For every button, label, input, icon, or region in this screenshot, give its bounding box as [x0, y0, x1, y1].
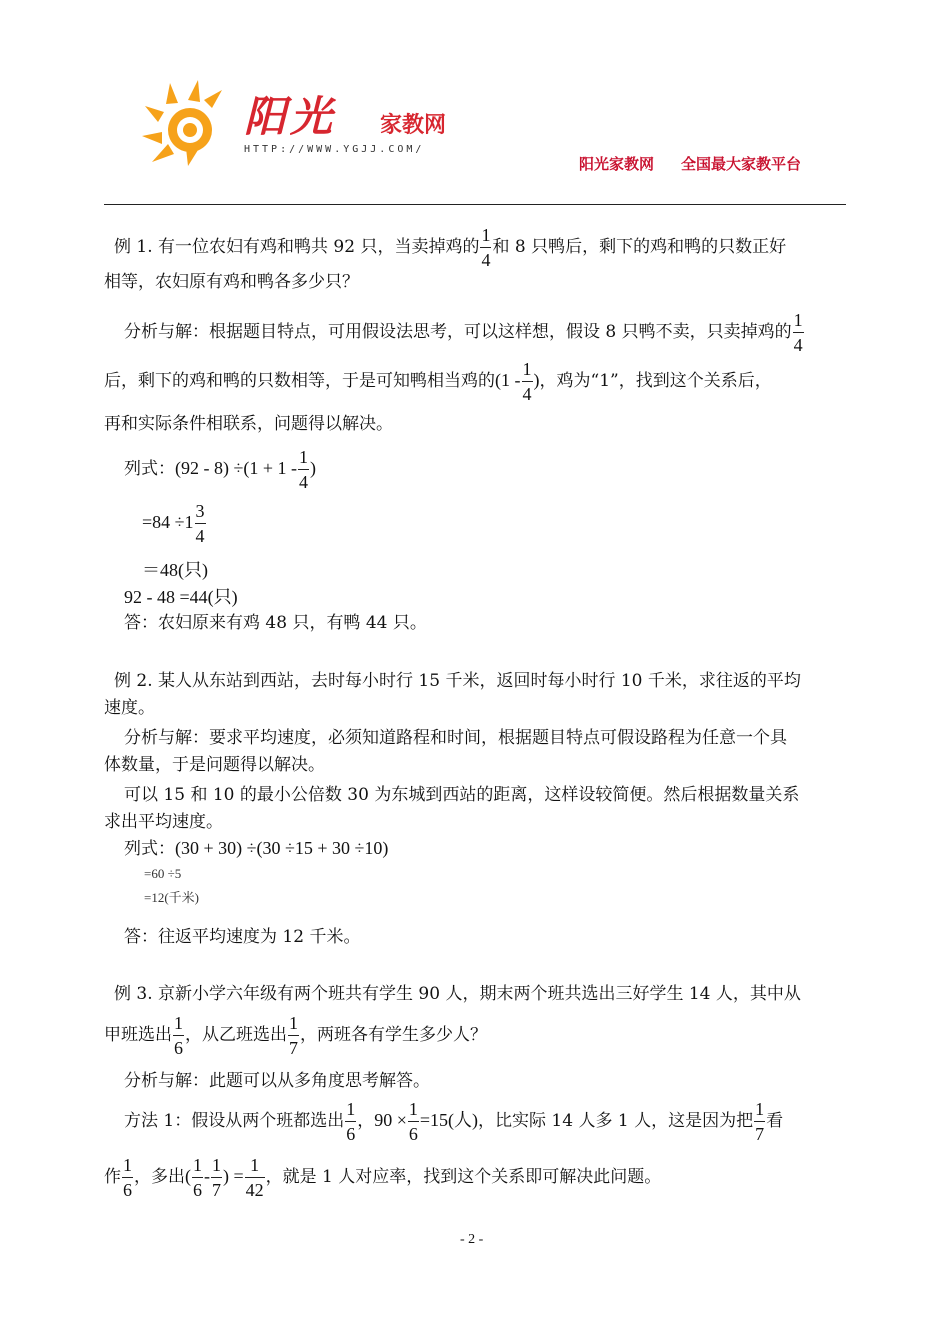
ex2-eq2: =60 ÷5	[144, 866, 182, 881]
math: )	[533, 370, 540, 390]
ex3-line3: 分析与解：此题可以从多角度思考解答。	[124, 1071, 430, 1091]
ex3-text: ，从乙班选出	[185, 1025, 287, 1045]
math: (	[185, 1166, 191, 1186]
fraction: $\frac{1}{4}$	[299, 447, 309, 492]
fraction: $\frac{1}{42}$	[245, 1155, 264, 1200]
ex3-line4	[124, 1100, 783, 1143]
ex1-line3	[124, 311, 805, 354]
ex2-line1: 例 2. 某人从东站到西站，去时每小时行 15 千米，返回时每小时行 10 千米，求往返的平均	[114, 671, 801, 691]
ex1-line5: 再和实际条件相联系，问题得以解决。	[104, 414, 393, 434]
logo	[140, 78, 480, 168]
fraction: $\frac{1}{6}$	[123, 1155, 132, 1200]
ex3-line5	[104, 1156, 661, 1199]
tagline-left: 阳光家教网	[579, 155, 655, 173]
ex3-text: 看	[766, 1111, 784, 1131]
math: 90 ×	[374, 1110, 407, 1130]
fraction: $\frac{1}{6}$	[408, 1099, 418, 1144]
fraction: $\frac{1}{6}$	[193, 1155, 202, 1200]
math: =84 ÷1	[142, 512, 194, 532]
ex1-eq4: 92 - 48 =44(只)	[124, 587, 238, 607]
ex2-line4: 体数量，于是问题得以解决。	[104, 755, 325, 775]
fraction: $\frac{1}{7}$	[289, 1013, 298, 1058]
ex1-eq3: ＝48(只)	[142, 560, 208, 580]
ex3-text: 作	[104, 1167, 121, 1187]
ex3-text: 甲班选出	[104, 1025, 172, 1045]
ex1-text: 分析与解：根据题目特点，可用假设法思考，可以这样想，假设 8 只鸭不卖，只卖掉鸡的	[124, 322, 792, 342]
math: (1 -	[495, 370, 521, 390]
ex3-line2	[104, 1014, 487, 1057]
math: (30 + 30) ÷(30 ÷15 + 30 ÷10)	[175, 838, 389, 858]
label: 列式：	[124, 839, 175, 859]
ex1-eq2	[142, 502, 207, 545]
math: =15(人)	[419, 1110, 479, 1130]
fraction: $\frac{1}{7}$	[212, 1155, 221, 1200]
sun-icon	[140, 78, 250, 168]
logo-sub-text: 家教网	[380, 113, 447, 138]
ex1-text: 后，剩下的鸡和鸭的只数相等，于是可知鸭相当鸡的	[104, 371, 495, 391]
fraction: $\frac{1}{7}$	[755, 1099, 765, 1144]
ex3-text: ，	[357, 1111, 375, 1131]
ex1-answer: 答：农妇原来有鸡 48 只，有鸭 44 只。	[124, 613, 427, 633]
ex1-text: ，鸡为“1”，找到这个关系后，	[539, 371, 772, 391]
logo-main-text: 阳光	[244, 92, 337, 141]
ex3-text: ，比实际 14 人多 1 人，这是因为把	[478, 1111, 754, 1131]
ex3-text: ，多出	[134, 1167, 185, 1187]
ex2-answer: 答：往返平均速度为 12 千米。	[124, 927, 361, 947]
logo-url: HTTP://WWW.YGJJ.COM/	[244, 144, 425, 155]
ex3-text: ，就是 1 人对应率，找到这个关系即可解决此问题。	[265, 1167, 662, 1187]
fraction: $\frac{1}{4}$	[793, 310, 803, 355]
ex1-line1	[114, 226, 786, 269]
ex2-line3: 分析与解：要求平均速度，必须知道路程和时间，根据题目特点可假设路程为任意一个具	[124, 728, 787, 748]
ex1-eq1	[124, 448, 316, 491]
math: (92 - 8) ÷(1 + 1 -	[175, 458, 298, 478]
ex3-text: 方法 1：假设从两个班都选出	[124, 1111, 345, 1131]
ex2-eq1	[124, 837, 388, 860]
math: -	[204, 1166, 210, 1186]
ex2-line5: 可以 15 和 10 的最小公倍数 30 为东城到西站的距离，这样设较简便。然后根据数量关系	[124, 785, 800, 805]
fraction: $\frac{3}{4}$	[195, 501, 205, 546]
page-number: - 2 -	[460, 1232, 484, 1247]
tagline-right: 全国最大家教平台	[681, 155, 802, 173]
fraction: $\frac{1}{6}$	[346, 1099, 356, 1144]
ex1-line4	[104, 360, 772, 403]
ex2-eq3: =12(千米)	[144, 890, 199, 905]
header-divider	[104, 204, 846, 205]
fraction: $\frac{1}{4}$	[481, 225, 491, 270]
ex1-line2: 相等，农妇原有鸡和鸭各多少只？	[104, 272, 359, 292]
ex2-line2: 速度。	[104, 698, 155, 718]
ex3-line1: 例 3. 京新小学六年级有两个班共有学生 90 人，期末两个班共选出三好学生 14 人，其中从	[114, 984, 801, 1004]
ex3-text: ，两班各有学生多少人？	[300, 1025, 487, 1045]
fraction: $\frac{1}{6}$	[174, 1013, 183, 1058]
fraction: $\frac{1}{4}$	[522, 359, 532, 404]
label: 列式：	[124, 459, 175, 479]
math: ) =	[223, 1166, 244, 1186]
ex1-text: 例 1. 有一位农妇有鸡和鸭共 92 只，当卖掉鸡的	[114, 237, 480, 257]
ex2-line6: 求出平均速度。	[104, 812, 223, 832]
ex1-text: 和 8 只鸭后，剩下的鸡和鸭的只数正好	[492, 237, 787, 257]
math: )	[310, 458, 317, 478]
